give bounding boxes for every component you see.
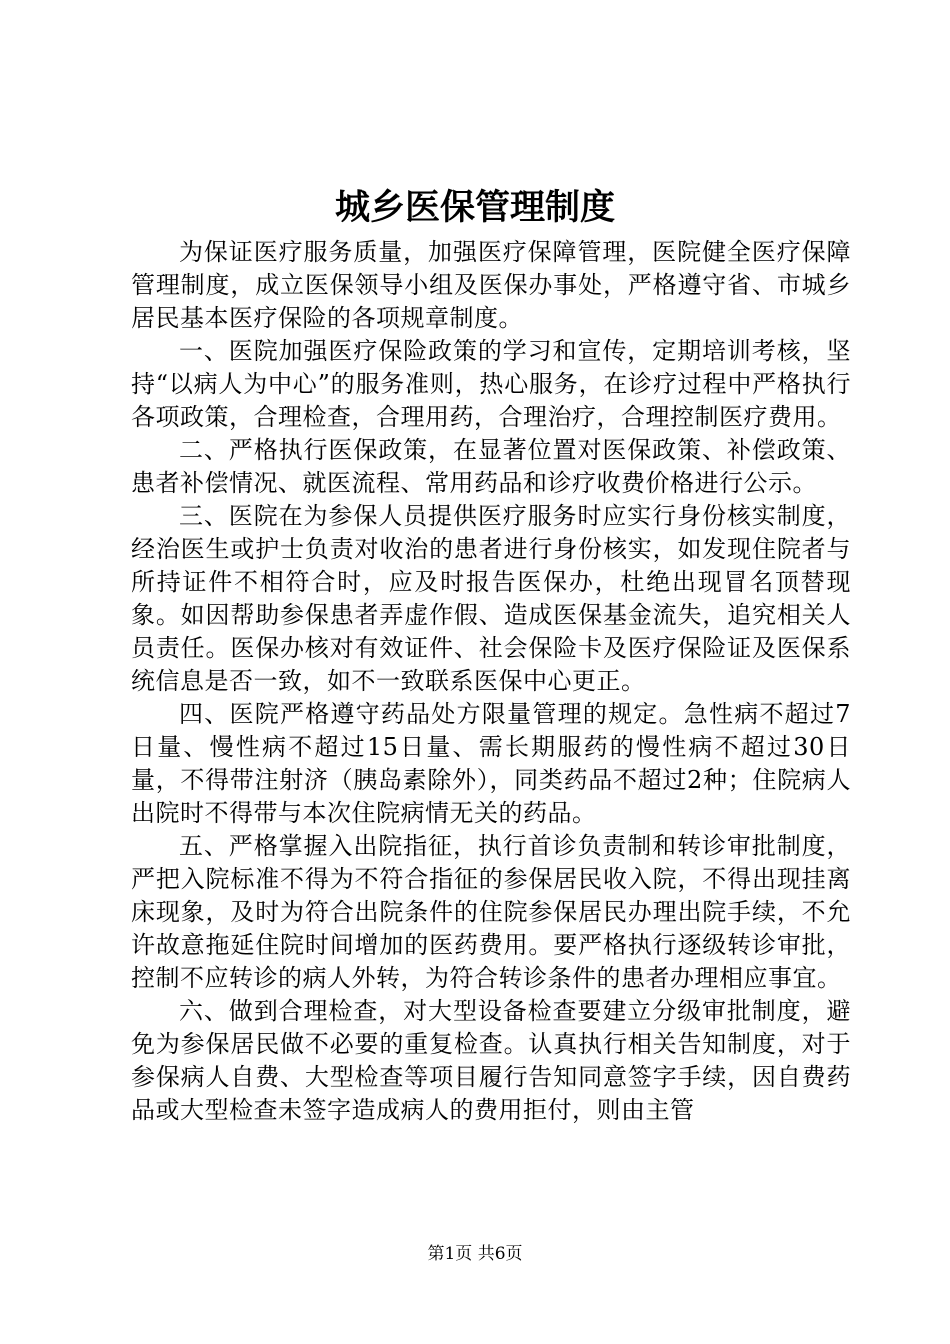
paragraph-item-6: 六、做到合理检查，对大型设备检查要建立分级审批制度，避免为参保居民做不必要的重复检查。认真执行相关告知制度，对于参保病人自费、大型检查等项目履行告知同意签字手续，因自费药品或大型检查未签字造成病人的费用拒付，则由主管 [131, 997, 851, 1124]
document-body [131, 236, 851, 1127]
intro-paragraph: 为保证医疗服务质量，加强医疗保障管理，医院健全医疗保障管理制度，成立医保领导小组及医保办事处，严格遵守省、市城乡居民基本医疗保险的各项规章制度。 [131, 238, 851, 332]
document-title: 城乡医保管理制度 [334, 187, 615, 228]
page-number-footer: 第1页 共6页 [427, 1244, 523, 1264]
paragraph-item-1: 一、医院加强医疗保险政策的学习和宣传，定期培训考核，坚持“以病人为中心”的服务准则，热心服务，在诊疗过程中严格执行各项政策，合理检查，合理用药，合理治疗，合理控制医疗费用。 [131, 337, 851, 431]
paragraph-item-4: 四、医院严格遵守药品处方限量管理的规定。急性病不超过7日量、慢性病不超过15日量、需长期服药的慢性病不超过30日量，不得带注射济（胰岛素除外），同类药品不超过2种；住院病人出院时不得带与本次住院病情无关的药品。 [131, 700, 851, 827]
paragraph-item-2: 二、严格执行医保政策，在显著位置对医保政策、补偿政策、患者补偿情况、就医流程、常用药品和诊疗收费价格进行公示。 [131, 436, 851, 497]
paragraph-item-3: 三、医院在为参保人员提供医疗服务时应实行身份核实制度，经治医生或护士负责对收治的患者进行身份核实，如发现住院者与所持证件不相符合时，应及时报告医保办，杜绝出现冒名顶替现象。如因帮助参保患者弄虚作假、造成医保基金流失，追究相关人员责任。医保办核对有效证件、社会保险卡及医疗保险证及医保系统信息是否一致，如不一致联系医保中心更正。 [131, 502, 851, 695]
paragraph-item-5: 五、严格掌握入出院指征，执行首诊负责制和转诊审批制度，严把入院标准不得为不符合指征的参保居民收入院，不得出现挂离床现象，及时为符合出院条件的住院参保居民办理出院手续，不允许故意拖延住院时间增加的医药费用。要严格执行逐级转诊审批，控制不应转诊的病人外转，为符合转诊条件的患者办理相应事宜。 [131, 832, 851, 992]
